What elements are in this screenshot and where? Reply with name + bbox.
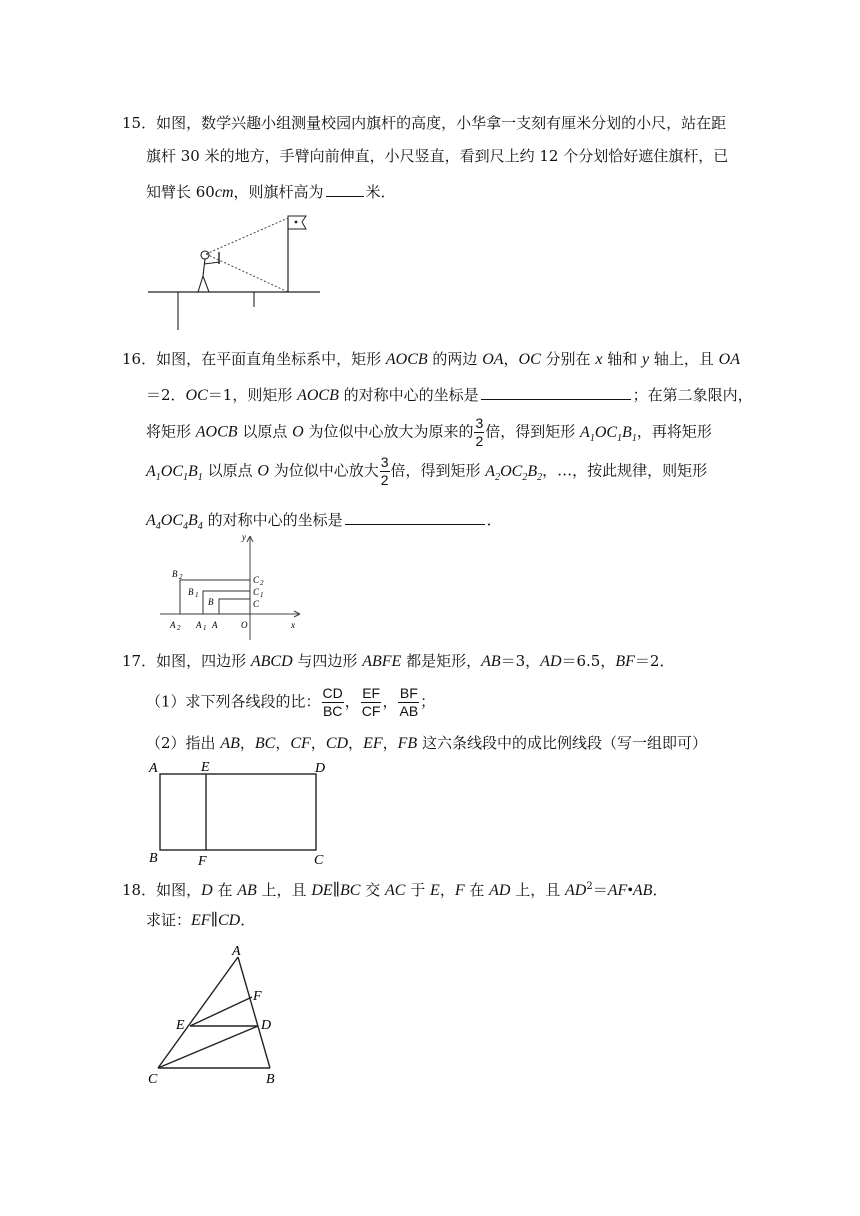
svg-text:1: 1 [203,624,207,632]
flagpole-figure [148,210,323,334]
label-f: F [253,989,262,1004]
rectangle-figure [146,758,336,868]
label-d: D [315,761,326,776]
fraction-three-halves: $\frac{3}{2}$ [475,415,484,449]
label-a2: A [170,620,176,630]
q16-line-5: $A_4OC_4B_4$ 的对称中心的坐标是 ． [146,508,502,537]
label-b: B [266,1072,275,1087]
label-c2: C [253,575,260,585]
q17-part-1: （1）求下列各线段的比： $\frac{CD}{BC}$ ， $\frac{EF}{CF}$ ， $\frac{BF}{AB}$ ； [146,685,436,719]
q18-line-1: 18．如图，D 在 AB 上，且 DE∥BC 交 AC 于 E，F 在 AD 上，且 $AD^2=AF•AB$． [122,881,668,899]
triangle-figure [146,940,286,1090]
label-e: E [201,760,210,775]
q17-part-2: （2）指出 AB，BC，CF，CD，EF，FB 这六条线段中的成比例线段（写一组即可） [146,734,707,752]
answer-blank-2[interactable] [345,508,485,525]
x-axis-label: x [291,620,295,630]
label-c: C [314,853,324,868]
q16-line-2: ＝2．OC＝1，则矩形 AOCB 的对称中心的坐标是 ；在第二象限内， [146,383,753,406]
label-c: C [148,1072,158,1087]
label-c: C [253,599,260,609]
svg-text:2: 2 [179,573,183,581]
label-c1: C [253,587,260,597]
ratio-ef-cf: $\frac{EF}{CF}$ [361,685,381,719]
label-a: A [212,620,218,630]
label-a1: A [196,620,202,630]
label-a: A [232,944,241,959]
svg-text:1: 1 [260,591,264,599]
svg-text:1: 1 [195,591,199,599]
y-axis-label: y [242,532,246,542]
label-b: B [208,597,214,607]
svg-text:2: 2 [260,579,264,587]
label-a: A [149,761,158,776]
answer-blank[interactable] [326,180,364,197]
label-f: F [198,854,207,869]
label-o: O [241,620,248,630]
label-b1: B [188,587,194,597]
q15-line-2: 旗杆 30 米的地方，手臂向前伸直，小尺竖直，看到尺上约 12 个分划恰好遮住旗杆，已 [146,147,729,165]
svg-text:2: 2 [177,624,181,632]
label-b: B [149,851,158,866]
q16-line-3: 将矩形 AOCB 以原点 O 为位似中心放大为原来的 $\frac{3}{2}$ 倍，得到矩形 $A_1OC_1B_1$，再将矩形 [146,415,712,449]
rect-a1oc1b1: $A_1OC_1B_1$ [580,423,637,444]
q17-line-1: 17．如图，四边形 ABCD 与四边形 ABFE 都是矩形，AB＝3，AD＝6.5，BF＝2． [122,652,675,670]
label-d: D [261,1018,272,1033]
label-b2: B [172,569,178,579]
label-e: E [176,1018,185,1033]
q16-line-4: $A_1OC_1B_1$ 以原点 O 为位似中心放大 $\frac{3}{2}$ 倍，得到矩形 $A_2OC_2B_2$，…，按此规律，则矩形 [146,454,708,488]
q15-line-1: 15．如图，数学兴趣小组测量校园内旗杆的高度，小华拿一支刻有厘米分划的小尺，站在距 [122,114,727,132]
q16-line-1: 16．如图，在平面直角坐标系中，矩形 AOCB 的两边 OA，OC 分别在 x 轴和 y 轴上，且 OA [122,350,740,368]
fraction-three-halves-2: $\frac{3}{2}$ [380,454,389,488]
q15-line-3: 知臂长 60cm，则旗杆高为 米． [146,180,396,203]
ratio-cd-bc: $\frac{CD}{BC}$ [322,685,343,719]
q18-line-2: 求证：EF∥CD． [146,911,256,929]
ratio-bf-ab: $\frac{BF}{AB}$ [399,685,419,719]
answer-blank-1[interactable] [481,383,631,400]
coordinate-figure [160,532,308,642]
